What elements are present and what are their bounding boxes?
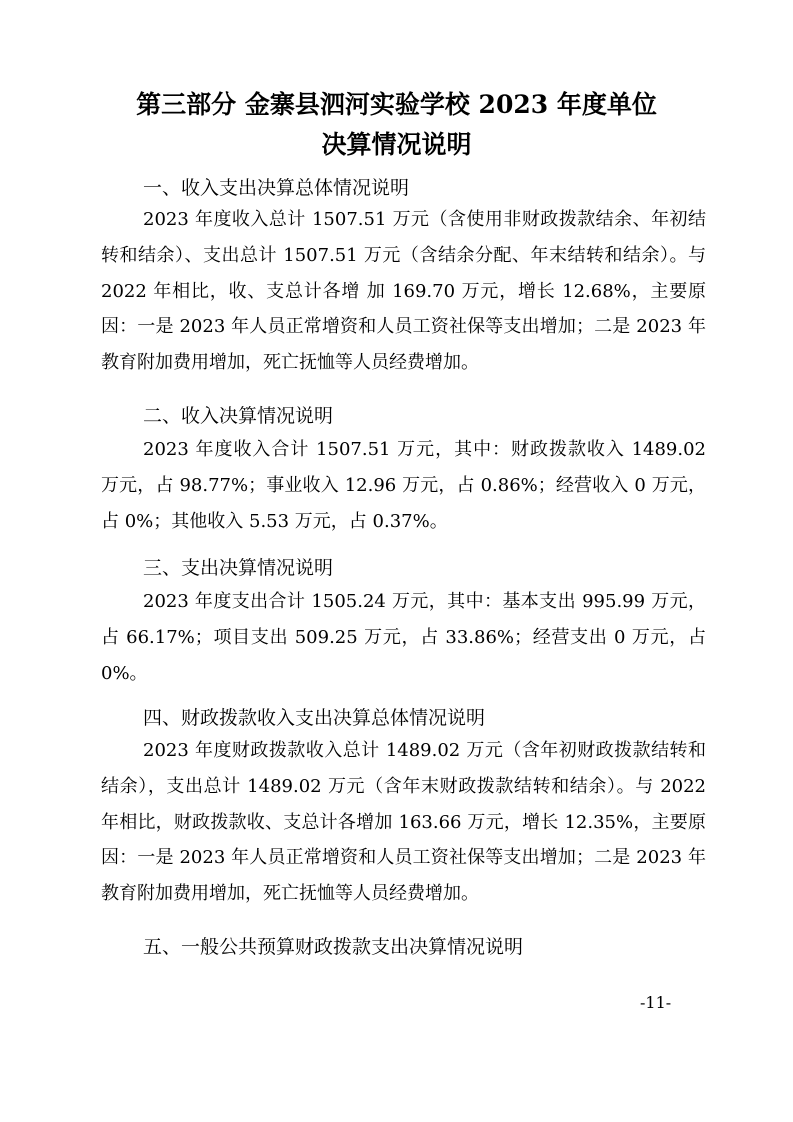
section-heading-5: 五、一般公共预算财政拨款支出决算情况说明 <box>143 936 524 958</box>
section-heading-3: 三、支出决算情况说明 <box>143 557 334 579</box>
section-heading-1: 一、收入支出决算总体情况说明 <box>143 177 410 199</box>
document-title-line2: 决算情况说明 <box>321 130 472 159</box>
section-paragraph-3: 2023 年度支出合计 1505.24 万元，其中：基本支出 995.99 万元，占 66.17%；项目支出 509.25 万元，占 33.86%；经营支出 0 万元，占 0%。 <box>101 591 706 684</box>
section-paragraph-4: 2023 年度财政拨款收入总计 1489.02 万元（含年初财政拨款结转和结余），支出总计 1489.02 万元（含年末财政拨款结转和结余）。与 2022 年相比，财政拨款收、支总计各增加 163.66 万元，增长 12.35%，主要原因：一是 2023 年人员正常增资和人员工资社保等支出增加；二是 2023 年教育附加费用增加，死亡抚恤等人员经费增加。 <box>101 740 706 905</box>
page-number: -11- <box>640 993 672 1012</box>
section-paragraph-1: 2023 年度收入总计 1507.51 万元（含使用非财政拨款结余、年初结转和结余）、支出总计 1507.51 万元（含结余分配、年末结转和结余）。与 2022 年相比，收、支总计各增 加 169.70 万元，增长 12.68%，主要原因：一是 2023 年人员正常增资和人员工资社保等支出增加；二是 2023 年教育附加费用增加，死亡抚恤等人员经费增加。 <box>101 209 706 374</box>
section-heading-2: 二、收入决算情况说明 <box>143 405 334 427</box>
section-paragraph-2: 2023 年度收入合计 1507.51 万元，其中：财政拨款收入 1489.02 万元，占 98.77%；事业收入 12.96 万元，占 0.86%；经营收入 0 万元，占 0%；其他收入 5.53 万元，占 0.37%。 <box>101 439 706 532</box>
section-heading-4: 四、财政拨款收入支出决算总体情况说明 <box>143 707 486 729</box>
document-title-line1: 第三部分 金寨县泗河实验学校 2023 年度单位 <box>136 90 657 119</box>
